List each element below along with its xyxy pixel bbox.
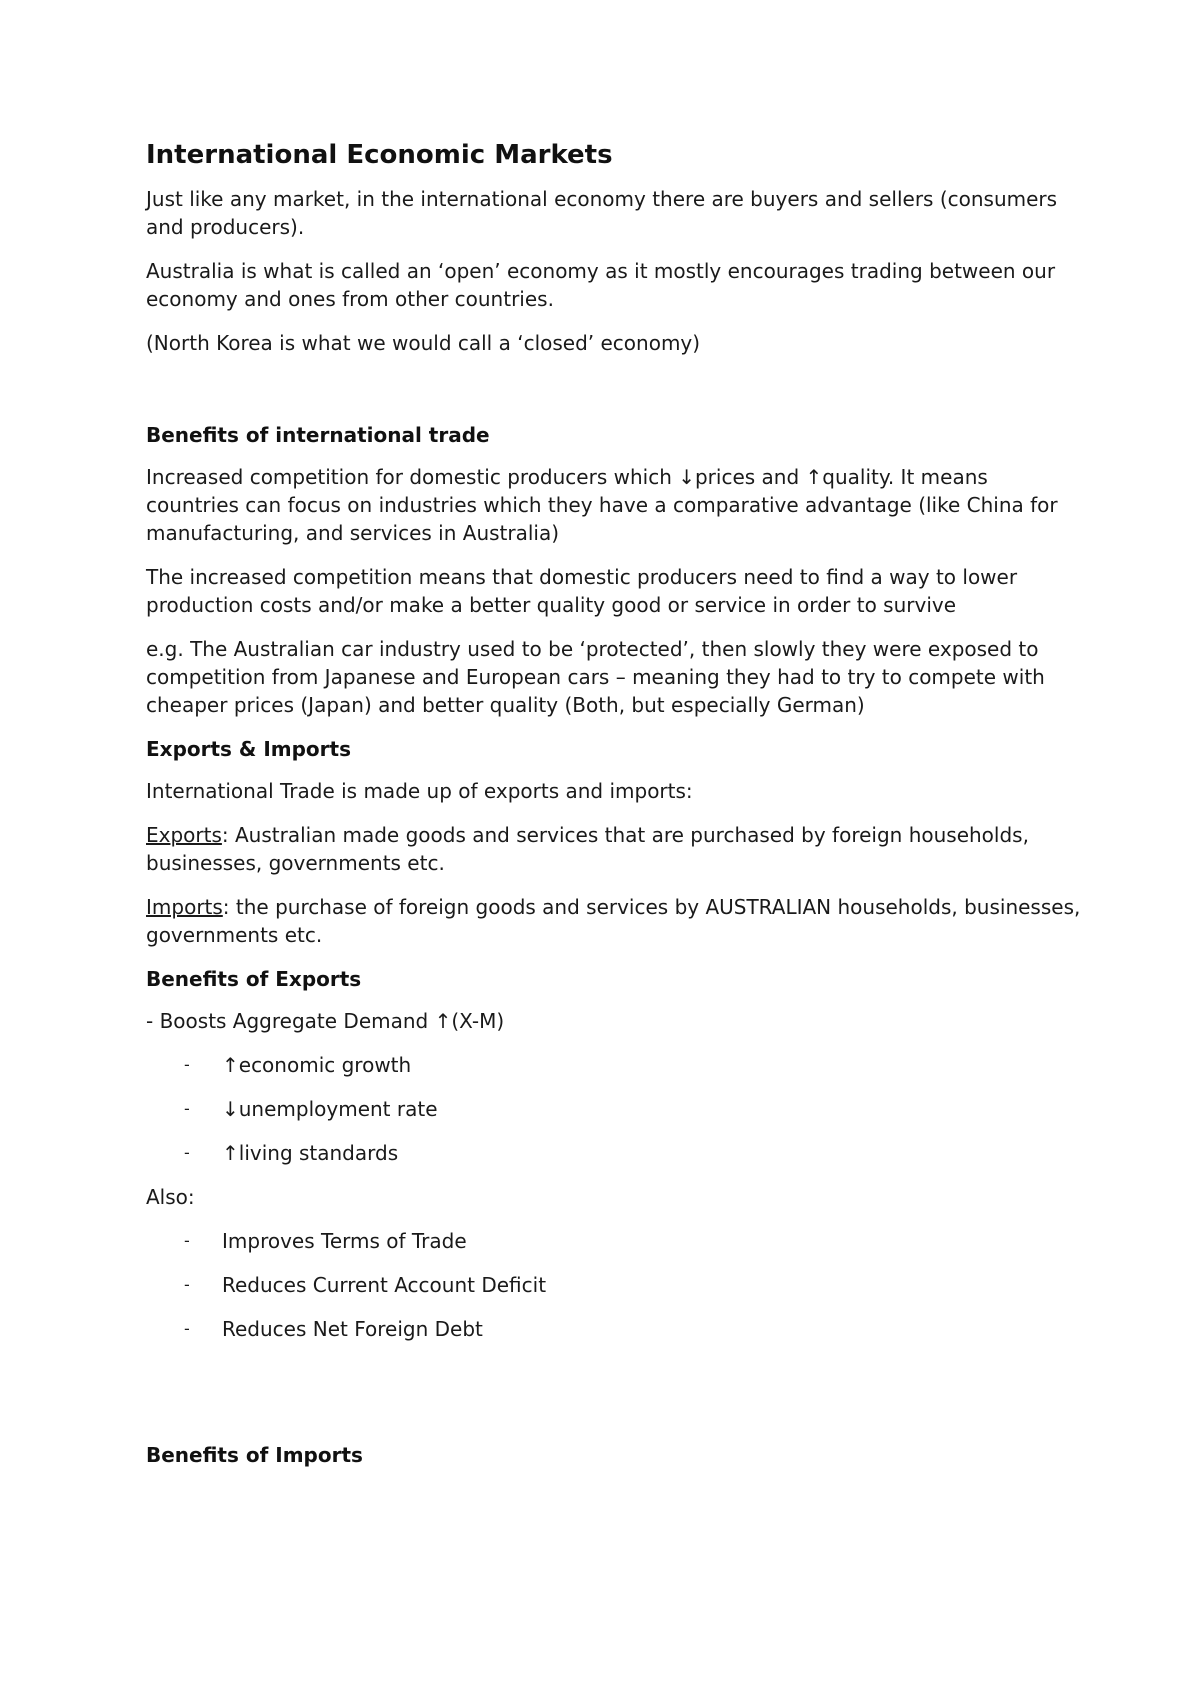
list-item [146,1051,1086,1079]
list-item-text: Improves Terms of Trade [222,1229,467,1253]
exports-term: Exports [146,823,222,847]
list-item [146,1271,1086,1299]
list-item [146,1227,1086,1255]
list-item [146,1095,1086,1123]
list-item [146,1139,1086,1167]
heading-benefits-of-exports: Benefits of Exports [146,967,362,991]
exports-imports-intro: International Trade is made up of exports and imports: [146,779,693,803]
intro-paragraph-3: (North Korea is what we would call a ‘closed’ economy) [146,331,701,355]
imports-definition-text: : the purchase of foreign goods and services by AUSTRALIAN households, businesses, governments etc. [146,895,1081,947]
list-item-text: ↑living standards [222,1141,399,1165]
exports-definition [146,821,1086,877]
list-item-text: ↓unemployment rate [222,1097,438,1121]
trade-paragraph-2: The increased competition means that domestic producers need to find a way to lower production costs and/or make a better quality good or service in order to survive [146,565,1018,617]
list-item-text: ↑economic growth [222,1053,412,1077]
document-page [146,138,1086,1483]
imports-definition [146,893,1086,949]
section-gap [146,373,1086,421]
imports-term: Imports [146,895,223,919]
dash-bullet: - [184,1143,190,1162]
dash-bullet: - [184,1231,190,1250]
list-item-text: Reduces Net Foreign Debt [222,1317,483,1341]
heading-benefits-of-imports: Benefits of Imports [146,1443,363,1467]
list-item-text: Reduces Current Account Deficit [222,1273,547,1297]
section-gap [146,1359,1086,1441]
document-title: International Economic Markets [146,140,613,170]
intro-paragraph-2: Australia is what is called an ‘open’ economy as it mostly encourages trading between our economy and ones from other countries. [146,259,1056,311]
dash-bullet: - [184,1055,190,1074]
intro-paragraph-1: Just like any market, in the international economy there are buyers and sellers (consumers and producers). [146,187,1058,239]
also-label: Also: [146,1185,195,1209]
exports-effects-list [146,1051,1086,1167]
heading-benefits-of-international-trade: Benefits of international trade [146,423,490,447]
list-item [146,1315,1086,1343]
dash-bullet: - [184,1275,190,1294]
exports-definition-text: : Australian made goods and services that are purchased by foreign households, businesses, governments etc. [146,823,1029,875]
dash-bullet: - [184,1099,190,1118]
exports-also-list [146,1227,1086,1343]
exports-lead-line: - Boosts Aggregate Demand ↑(X-M) [146,1009,505,1033]
trade-paragraph-3: e.g. The Australian car industry used to be ‘protected’, then slowly they were exposed to competition from Japanese and European cars – meaning they had to try to compete with cheaper prices (Japan) and better quality (Both, but especially German) [146,637,1045,717]
dash-bullet: - [184,1319,190,1338]
heading-exports-and-imports: Exports & Imports [146,737,351,761]
trade-paragraph-1: Increased competition for domestic producers which ↓prices and ↑quality. It means countries can focus on industries which they have a comparative advantage (like China for manufacturing, and services in Australia) [146,465,1058,545]
